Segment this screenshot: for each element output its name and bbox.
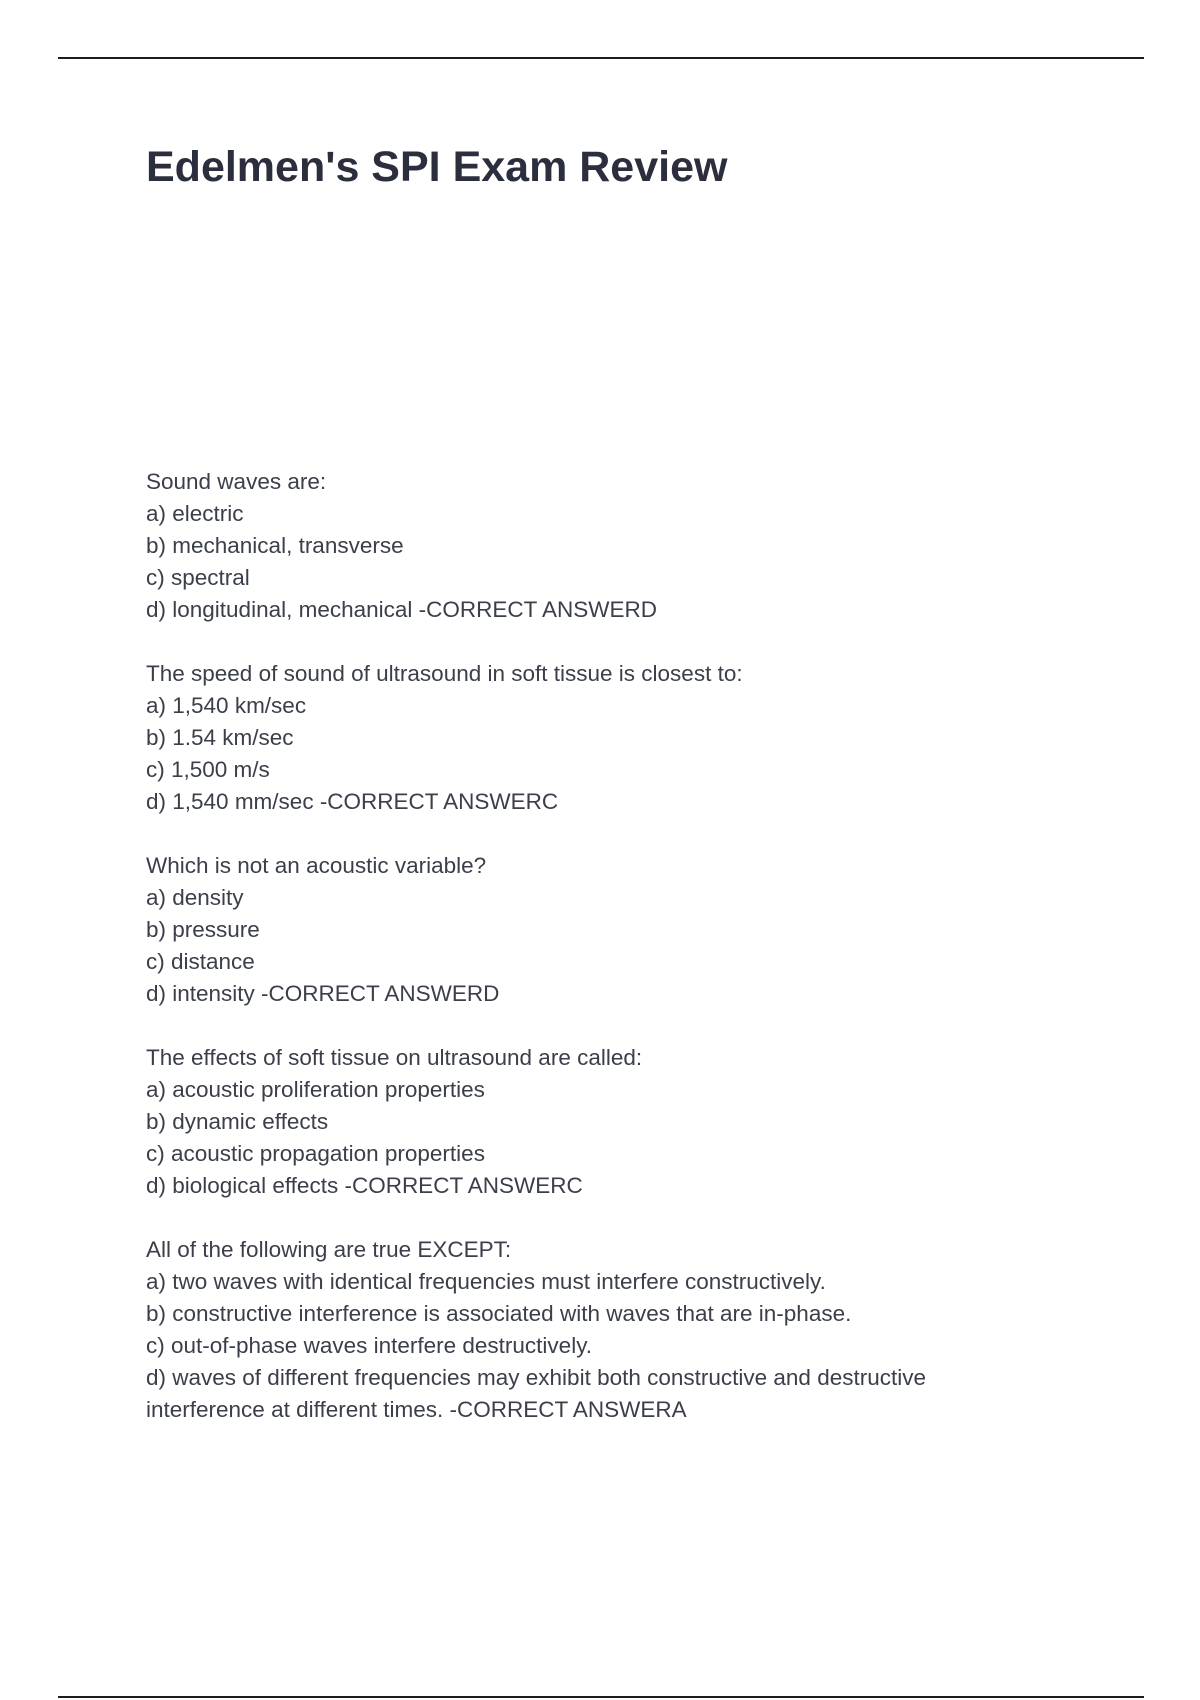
question-prompt: Sound waves are: [146,469,327,494]
question-list [146,466,1046,1458]
question-prompt: Which is not an acoustic variable? [146,853,487,878]
answer-option: a) 1,540 km/sec [146,693,307,718]
answer-option-correct: d) intensity -CORRECT ANSWERD [146,981,500,1006]
question-2 [146,658,1046,818]
answer-option-continuation: interference at different times. -CORRECT ANSWERA [146,1397,687,1422]
answer-option: c) out-of-phase waves interfere destructively. [146,1333,593,1358]
answer-option: b) constructive interference is associated with waves that are in-phase. [146,1301,852,1326]
answer-option: c) distance [146,949,255,974]
answer-option: b) mechanical, transverse [146,533,404,558]
bottom-divider [58,1696,1144,1698]
answer-option: b) dynamic effects [146,1109,329,1134]
answer-option-correct: d) biological effects -CORRECT ANSWERC [146,1173,583,1198]
question-prompt: The effects of soft tissue on ultrasound are called: [146,1045,643,1070]
answer-option: a) density [146,885,244,910]
question-3 [146,850,1046,1010]
answer-option: c) 1,500 m/s [146,757,270,782]
answer-option-correct: d) longitudinal, mechanical -CORRECT ANSWERD [146,597,658,622]
answer-option: a) two waves with identical frequencies must interfere constructively. [146,1269,826,1294]
answer-option-correct: d) 1,540 mm/sec -CORRECT ANSWERC [146,789,559,814]
answer-option: c) spectral [146,565,250,590]
top-divider [58,57,1144,59]
answer-option: b) pressure [146,917,260,942]
question-4 [146,1042,1046,1202]
answer-option: c) acoustic propagation properties [146,1141,485,1166]
answer-option: a) acoustic proliferation properties [146,1077,485,1102]
question-prompt: The speed of sound of ultrasound in soft tissue is closest to: [146,661,743,686]
question-prompt: All of the following are true EXCEPT: [146,1237,512,1262]
answer-option: a) electric [146,501,244,526]
page-title: Edelmen's SPI Exam Review [146,143,728,191]
answer-option-correct: d) waves of different frequencies may exhibit both constructive and destructive [146,1365,926,1390]
question-1 [146,466,1046,626]
question-5 [146,1234,1046,1426]
answer-option: b) 1.54 km/sec [146,725,294,750]
